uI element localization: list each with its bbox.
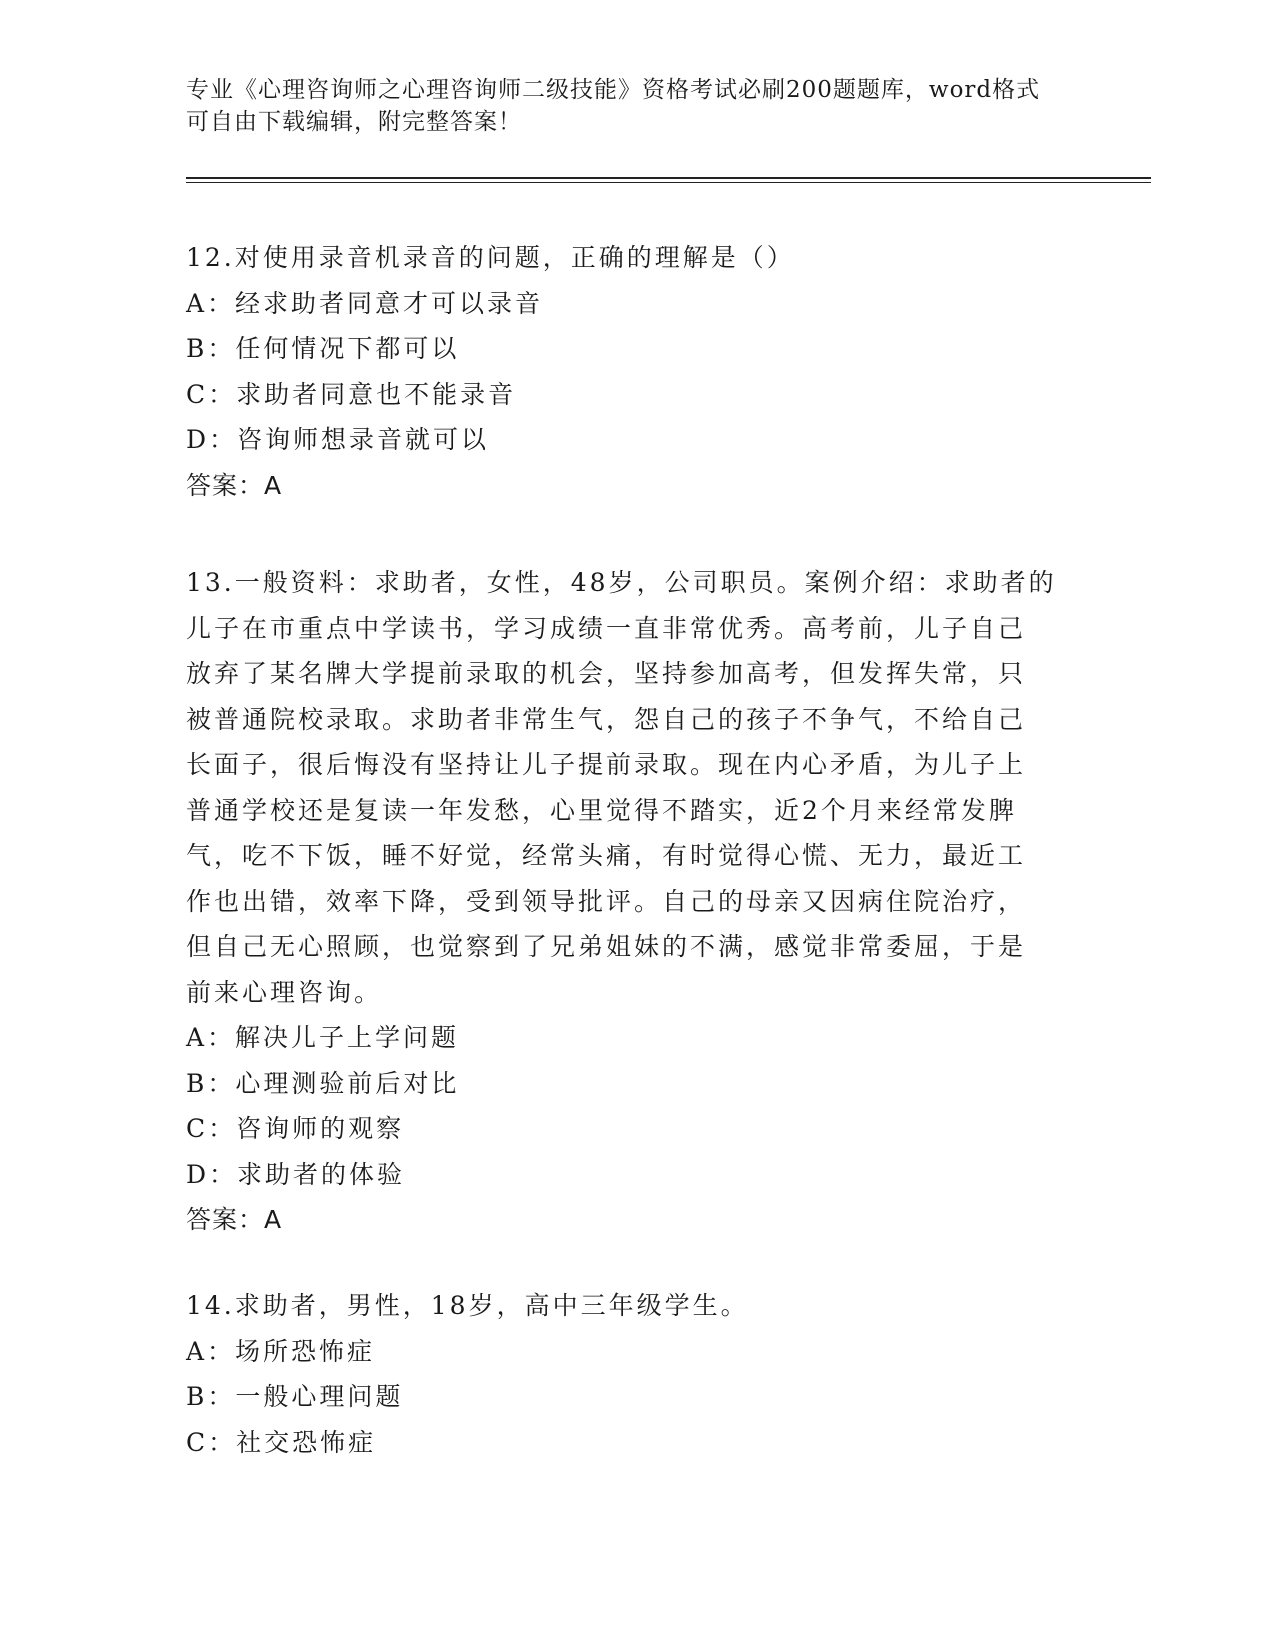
option-a: A：解决儿子上学问题 [186, 1023, 460, 1052]
header-divider-thick [186, 177, 1151, 179]
answer-line: 答案：A [186, 1205, 283, 1234]
question-stem-line: 12.对使用录音机录音的问题，正确的理解是（） [186, 243, 795, 272]
answer-line: 答案：A [186, 470, 283, 500]
option-b: B：心理测验前后对比 [186, 1068, 460, 1098]
question-13 [186, 560, 1086, 1243]
question-stem-line: 儿子在市重点中学读书，学习成绩一直非常优秀。高考前，儿子自己 [186, 613, 1027, 643]
option-c: C：咨询师的观察 [186, 1114, 405, 1143]
question-stem-line: 被普通院校录取。求助者非常生气，怨自己的孩子不争气，不给自己 [186, 704, 1027, 734]
question-stem-line: 长面子，很后悔没有坚持让儿子提前录取。现在内心矛盾，为儿子上 [186, 750, 1027, 779]
question-stem-line: 作也出错，效率下降，受到领导批评。自己的母亲又因病住院治疗， [186, 886, 1027, 916]
option-c: C：求助者同意也不能录音 [186, 379, 517, 409]
option-b: B：任何情况下都可以 [186, 334, 460, 363]
header-line-2: 可自由下载编辑，附完整答案！ [186, 109, 522, 135]
question-stem-line: 普通学校还是复读一年发愁，心里觉得不踏实，近2个月来经常发脾 [186, 795, 1017, 825]
option-c: C：社交恐怖症 [186, 1427, 377, 1457]
option-d: D：求助者的体验 [186, 1159, 406, 1189]
question-12 [186, 235, 1086, 508]
document-header [186, 74, 1066, 138]
question-stem-line: 放弃了某名牌大学提前录取的机会，坚持参加高考，但发挥失常，只 [186, 659, 1027, 688]
option-d: D：咨询师想录音就可以 [186, 425, 490, 454]
question-stem-line: 14.求助者，男性，18岁，高中三年级学生。 [186, 1291, 749, 1320]
header-divider-thin [186, 182, 1151, 183]
question-stem-line: 气，吃不下饭，睡不好觉，经常头痛，有时觉得心慌、无力，最近工 [186, 841, 1027, 870]
question-stem-line: 但自己无心照顾，也觉察到了兄弟姐妹的不满，感觉非常委屈，于是 [186, 932, 1027, 961]
question-14 [186, 1283, 1086, 1465]
header-line-1: 专业《心理咨询师之心理咨询师二级技能》资格考试必刷200题题库，word格式 [186, 77, 1041, 103]
question-stem-line: 13.一般资料：求助者，女性，48岁，公司职员。案例介绍：求助者的 [186, 568, 1057, 597]
option-b: B：一般心理问题 [186, 1382, 404, 1411]
option-a: A：场所恐怖症 [186, 1336, 376, 1366]
question-stem-line: 前来心理咨询。 [186, 977, 383, 1007]
option-a: A：经求助者同意才可以录音 [186, 288, 544, 318]
